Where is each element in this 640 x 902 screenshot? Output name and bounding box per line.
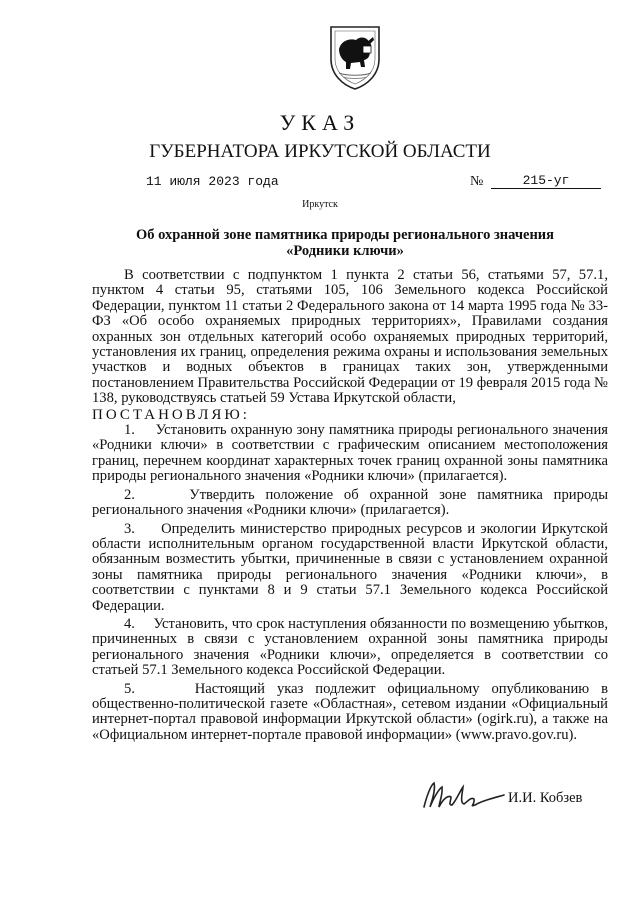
coat-of-arms-icon [327,25,383,91]
postanovlyayu-label: ПОСТАНОВЛЯЮ: [92,406,250,423]
list-item: 5. Настоящий указ подлежит официальному опубликованию в общественно-политической газете «Областная», сетевом издании «Официальный интернет-портал правовой информации Иркутской области» (ogirk.ru), а также на «Официальном интернет-портале правовой информации» (www.pravo.gov.ru). [92,680,608,743]
list-item: 3. Определить министерство природных ресурсов и экологии Иркутской области исполнительным органом государственной власти Иркутской области, обязанным возместить убытки, причиненные в связи с установлением охранной зоны памятника природы регионального значения «Родники ключи», в соответствии с пунктами 8 и 9 статьи 57.1 Земельного кодекса Российской Федерации. [92,520,608,614]
list-item: 2. Утвердить положение об охранной зоне памятника природы регионального значения «Родники ключи» (прилагается). [92,486,608,519]
document-date: 11 июля 2023 года [146,174,279,189]
city-label: Иркутск [302,199,338,210]
heading-line: «Родники ключи» [286,243,404,259]
list-item: 1. Установить охранную зону памятника природы регионального значения «Родники ключи» в соответствии с графическим описанием местоположения границ, перечнем координат характерных точек границ охранной зоны памятника природы регионального значения «Родники ключи» (прилагается). [92,422,608,485]
document-body [92,268,608,743]
document-title: УКАЗ [279,110,361,135]
heading-line: Об охранной зоне памятника природы регионального значения [135,227,554,243]
number-label: № [470,174,484,189]
document-number: 215-уг [491,174,601,189]
list-item: 4. Установить, что срок наступления обязанности по возмещению убытков, причиненных в связи с установлением охранной зоны памятника природы регионального значения «Родники ключи», определяется в соответствии со статьей 57.1 Земельного кодекса Российской Федерации. [92,615,608,679]
document-subtitle: ГУБЕРНАТОРА ИРКУТСКОЙ ОБЛАСТИ [149,141,491,162]
preamble-paragraph: В соответствии с подпунктом 1 пункта 2 статьи 56, статьями 57, 57.1, пунктом 4 статьи 95, статьями 105, 106 Земельного кодекса Российской Федерации, пунктом 11 статьи 2 Федерального закона от 14 марта 1995 года № 33-ФЗ «Об особо охраняемых природных территориях», Правилами создания охранных зон отдельных категорий особо охраняемых природных территорий, установления их границ, определения режима охраны и использования земельных участков и водных объектов в границах таких зон, утвержденными постановлением Правительства Российской Федерации от 19 февраля 2015 года № 138, руководствуясь статьей 59 Устава Иркутской области, [92,267,608,407]
signature-icon [418,777,508,817]
signatory-name: И.И. Кобзев [508,790,583,806]
document-heading [90,227,600,259]
